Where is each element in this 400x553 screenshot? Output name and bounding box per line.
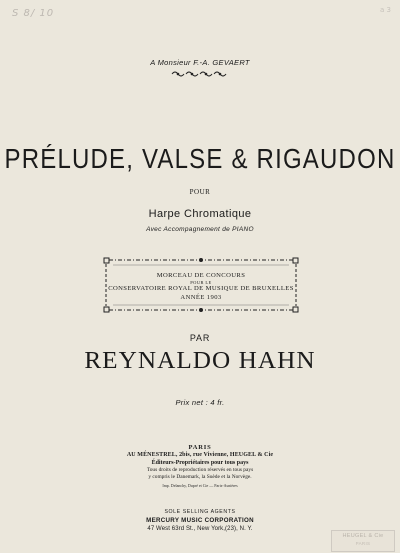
pencil-annotation: S 8/ 10 — [12, 8, 55, 19]
frame-line-1: MORCEAU DE CONCOURS — [156, 272, 246, 279]
stamp-line-2: PARIS — [355, 541, 371, 546]
agents-name: MERCURY MUSIC CORPORATION — [146, 517, 254, 524]
ornament-icon — [186, 72, 198, 76]
publisher-rights-1: Tous droits de reproduction réservés en tous pays — [146, 467, 254, 473]
frame-line-2: POUR LE — [190, 280, 212, 285]
publisher-stamp — [331, 530, 395, 552]
stamp-line-1: HEUGEL & Cie — [342, 533, 384, 539]
publisher-address: AU MÉNESTREL, 2bis, rue Vivienne, HEUGEL & Cie — [126, 452, 274, 458]
competition-frame — [103, 257, 299, 313]
printer-credit: Imp. Delanchy, Dupré et Cie — Paris-Asnières — [162, 483, 238, 488]
publisher-editors: Éditeurs-Propriétaires pour tous pays — [151, 459, 249, 466]
agents-label: SOLE SELLING AGENTS — [164, 509, 236, 515]
instrument-name: Harpe Chromatique — [148, 208, 252, 220]
composer-name: REYNALDO HAHN — [84, 348, 316, 374]
ornament-icon — [214, 72, 226, 76]
agents-address: 47 West 63rd St., New York,(23), N. Y. — [147, 525, 253, 532]
ornament-icon — [200, 72, 212, 76]
ornament-row — [170, 69, 230, 79]
publisher-city: PARIS — [188, 444, 212, 451]
pour-label: POUR — [189, 188, 211, 196]
frame-line-4: ANNÉE 1903 — [180, 294, 222, 301]
corner-annotation: a 3 — [380, 6, 391, 14]
price: Prix net : 4 fr. — [175, 398, 225, 407]
accompaniment-note: Avec Accompagnement de PIANO — [146, 226, 254, 233]
frame-line-3: CONSERVATOIRE ROYAL DE MUSIQUE DE BRUXELLES — [108, 285, 294, 292]
publisher-rights-2: y compris le Danemark, la Suède et la Norvège. — [148, 473, 252, 480]
par-label: PAR — [189, 333, 211, 343]
page-title: PRÉLUDE, VALSE & RIGAUDON — [4, 144, 396, 176]
dedication: A Monsieur F.-A. GEVAERT — [150, 58, 250, 67]
ornament-icon — [172, 72, 184, 76]
